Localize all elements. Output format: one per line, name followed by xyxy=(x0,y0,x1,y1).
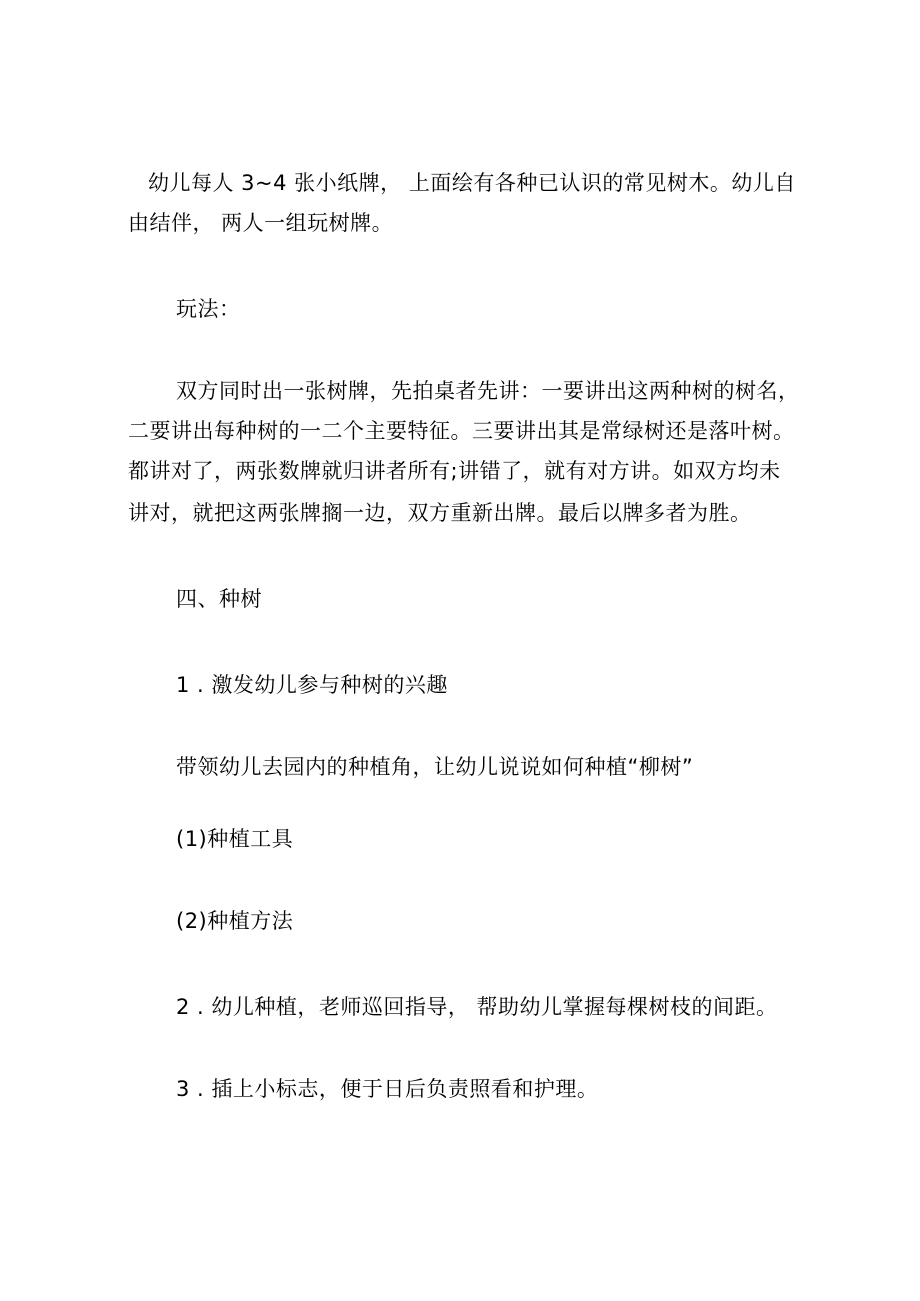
list-item: 3 . 插上小标志，便于日后负责照看和护理。 xyxy=(176,1077,599,1101)
list-item: 1 . 激发幼儿参与种树的兴趣 xyxy=(176,673,448,697)
section-heading: 四、种树 xyxy=(176,587,262,611)
paragraph-line: 二要讲出每种树的一二个主要特征。三要讲出其是常绿树还是落叶树。 xyxy=(128,419,795,443)
paragraph-line: 都讲对了，两张数牌就归讲者所有;讲错了，就有对方讲。如双方均未 xyxy=(128,459,781,483)
paragraph-line: 双方同时出一张树牌，先拍桌者先讲：一要讲出这两种树的树名， xyxy=(176,379,800,403)
paragraph-line: 由结伴， 两人一组玩树牌。 xyxy=(128,211,394,235)
paragraph-line: 讲对，就把这两张牌搁一边，双方重新出牌。最后以牌多者为胜。 xyxy=(128,501,752,525)
sub-item: (1)种植工具 xyxy=(176,827,294,851)
sub-item: (2)种植方法 xyxy=(176,909,294,933)
list-item-text: 带领幼儿去园内的种植角，让幼儿说说如何种植“柳树” xyxy=(176,755,694,779)
paragraph-line: 幼儿每人 3~4 张小纸牌， 上面绘有各种已认识的常见树木。幼儿自 xyxy=(148,171,796,195)
list-item: 2 . 幼儿种植，老师巡回指导， 帮助幼儿掌握每棵树枝的间距。 xyxy=(176,995,778,1019)
rules-heading: 玩法： xyxy=(176,297,241,321)
